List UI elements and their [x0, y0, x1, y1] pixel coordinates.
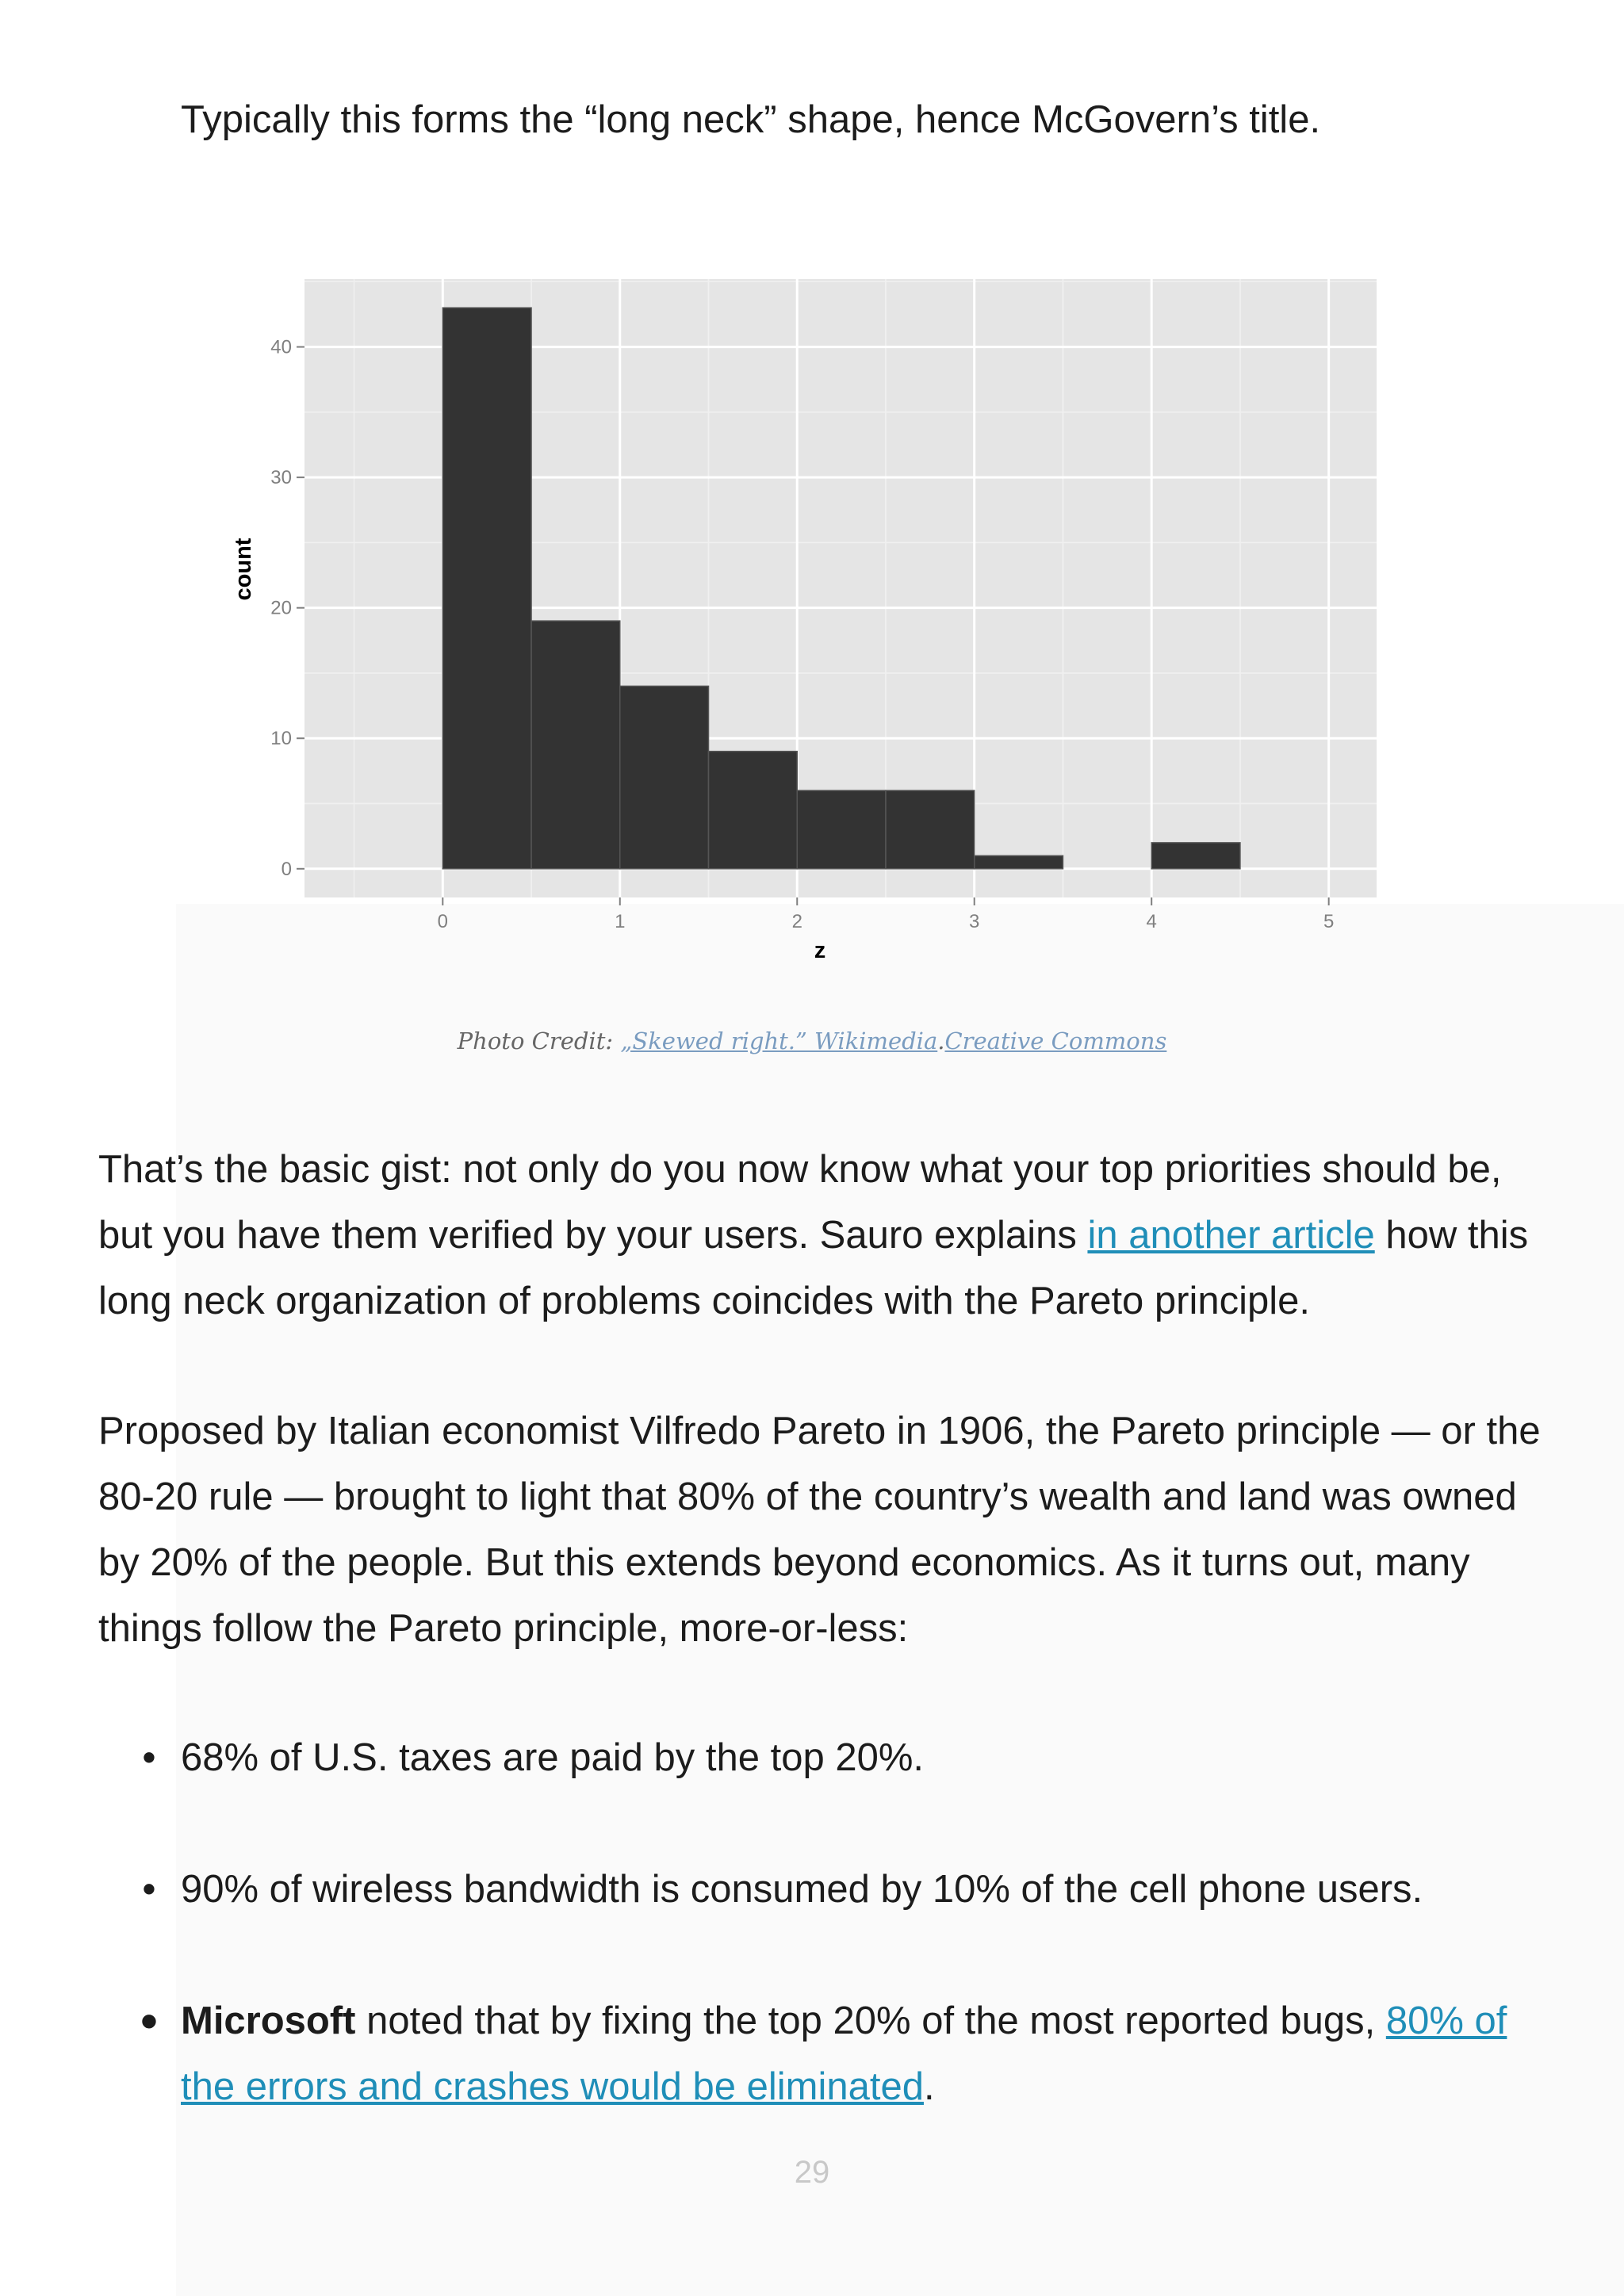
x-tick-label: 1 [615, 911, 626, 932]
list-item [140, 1988, 1561, 2120]
x-tick-label: 4 [1146, 911, 1157, 932]
list-item-text: 68% of U.S. taxes are paid by the top 20%. [181, 1736, 925, 1779]
y-tick-label: 0 [281, 858, 292, 880]
paragraph-pareto: Proposed by Italian economist Vilfredo Pareto in 1906, the Pareto principle — or the 80-20 rule — brought to light that 80% of the country’s wealth and land was owned by 20% of the people. But this extends beyond economics. As it turns out, many things follow the Pareto principle, more-or-less: [98, 1410, 1541, 1650]
histogram-bar [531, 621, 620, 869]
y-tick-label: 40 [270, 336, 292, 358]
list-item [142, 1857, 1561, 1923]
caption-prefix: Photo Credit: [457, 1027, 621, 1054]
paragraph-gist [98, 1137, 1557, 1334]
histogram-bar [886, 790, 975, 869]
x-tick-label: 2 [791, 911, 802, 932]
list-item-end: . [923, 2065, 935, 2108]
list-item-text: 90% of wireless bandwidth is consumed by 10% of the cell phone users. [181, 1868, 1423, 1911]
list-item [142, 1725, 1561, 1791]
caption-separator: . [937, 1027, 945, 1054]
another-article-link[interactable]: in another article [1087, 1214, 1375, 1257]
figure-caption [0, 1027, 1624, 1054]
bullet-marker: • [140, 1992, 159, 2049]
list-item-text: noted that by fixing the top 20% of the most reported bugs, [355, 1999, 1386, 2042]
errors-crashes-link[interactable]: 80% of the errors and crashes would be eliminated [181, 1999, 1507, 2108]
x-tick-label: 3 [969, 911, 980, 932]
histogram-bar [975, 855, 1063, 868]
y-axis-title: count [231, 538, 256, 601]
x-tick-label: 0 [437, 911, 448, 932]
page-number: 29 [794, 2155, 830, 2190]
caption-license-link[interactable]: Creative Commons [944, 1027, 1167, 1054]
caption-source-link[interactable]: „Skewed right.” Wikimedia [620, 1027, 938, 1054]
histogram-bar [620, 686, 709, 868]
bullet-marker: • [142, 1868, 156, 1911]
paragraph-gist-text: That’s the basic gist: not only do you now know what your top priorities should be, but you have them verified by your users. Sauro explains [98, 1148, 1502, 1257]
x-axis-title: z [814, 938, 826, 963]
x-tick-label: 5 [1323, 911, 1335, 932]
histogram-bar [797, 790, 886, 869]
y-tick-label: 30 [270, 467, 292, 489]
histogram-chart [228, 270, 1386, 983]
microsoft-bold-text: Microsoft [181, 1999, 356, 2042]
histogram-bar [442, 308, 531, 869]
intro-paragraph: Typically this forms the “long neck” shape, hence McGovern’s title. [181, 98, 1321, 141]
y-tick-label: 20 [270, 597, 292, 619]
y-tick-label: 10 [270, 728, 292, 750]
histogram-bar [1151, 843, 1240, 869]
histogram-bar [709, 752, 798, 869]
paragraph-gist-text-end: how this long neck organization of problems coincides with the Pareto principle. [98, 1214, 1529, 1322]
bullet-marker: • [142, 1736, 156, 1779]
